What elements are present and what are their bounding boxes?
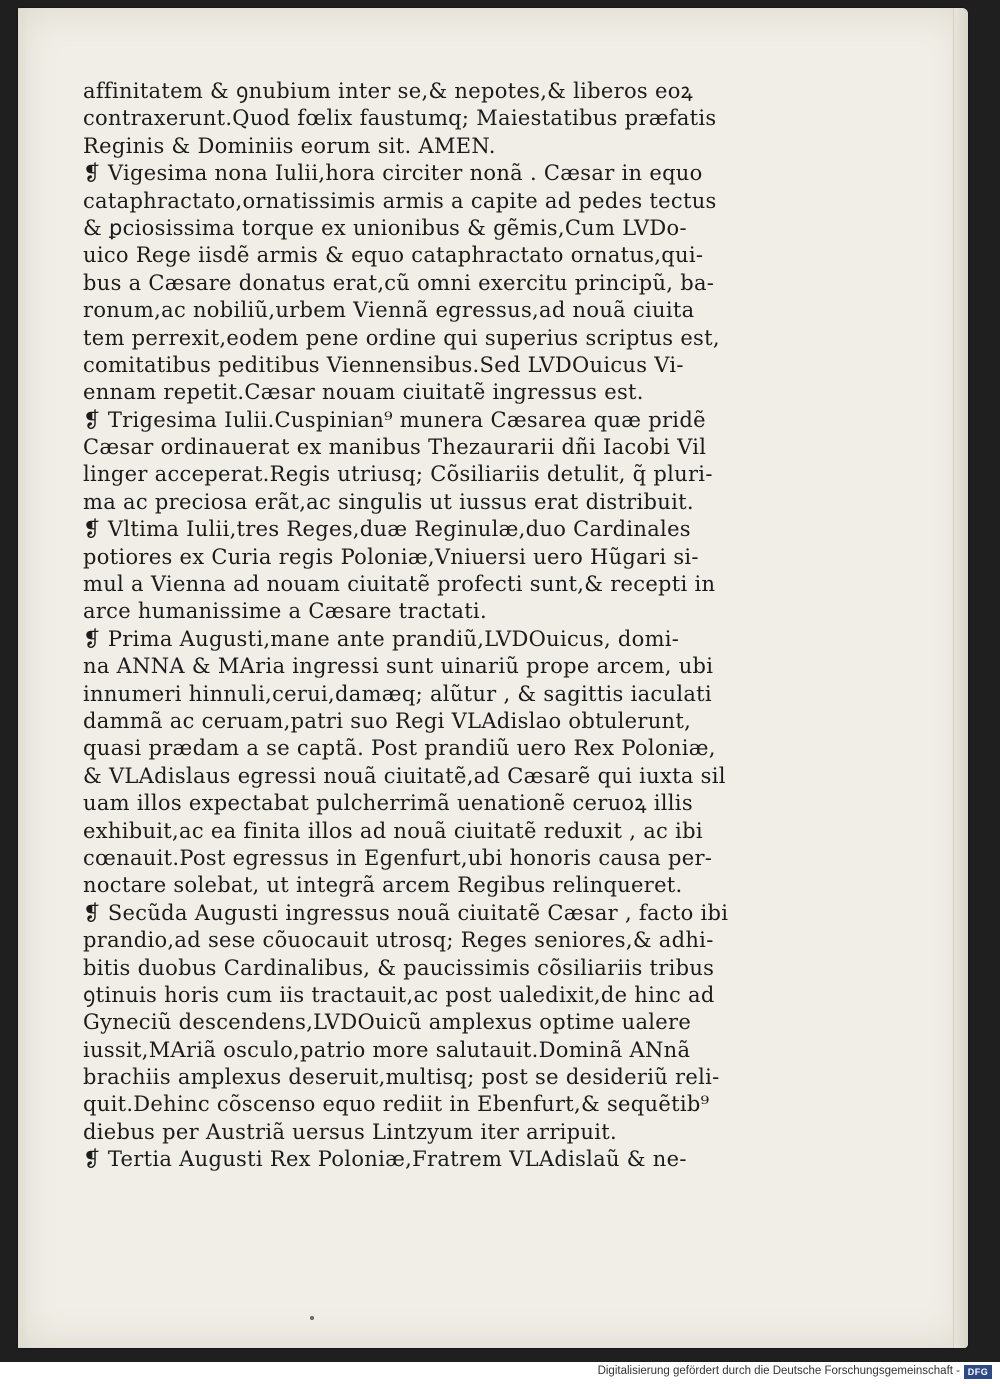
text-line-12: ennam repetit.Cæsar nouam ciuitatẽ ingressus est.	[83, 380, 644, 405]
text-line-31: ❡ Secũda Augusti ingressus nouã ciuitatẽ Cæsar , facto ibi	[83, 900, 729, 925]
text-line-40: ❡ Tertia Augusti Rex Poloniæ,Fratrem VLAdislaũ & ne-	[83, 1147, 687, 1172]
text-line-36: iussit,MAriã osculo,patrio more salutauit.Dominã ANnã	[83, 1037, 691, 1062]
text-line-9: ronum,ac nobiliũ,urbem Viennã egressus,ad nouã ciuita	[83, 298, 695, 323]
text-line-3: Reginis & Dominiis eorum sit. AMEN.	[83, 133, 496, 158]
text-line-20: arce humanissime a Cæsare tractati.	[83, 599, 487, 624]
text-line-16: ma ac preciosa erãt,ac singulis ut iussus erat distribuit.	[83, 489, 694, 514]
text-line-1: affinitatem & ꝯnubium inter se,& nepotes,& liberos eoꝝ	[83, 79, 694, 103]
text-line-18: potiores ex Curia regis Poloniæ,Vniuersi uero Hũgari si-	[83, 544, 699, 569]
text-line-34: ꝯtinuis horis cum iis tractauit,ac post ualedixit,de hinc ad	[83, 982, 715, 1007]
text-line-30: noctare solebat, ut integrã arcem Regibus relinqueret.	[83, 873, 683, 898]
text-line-32: prandio,ad sese cõuocauit utrosq; Reges seniores,& adhi-	[83, 928, 714, 953]
page-text-block	[83, 78, 753, 1174]
text-line-7: uico Rege iisdẽ armis & equo cataphractato ornatus,qui-	[83, 243, 704, 268]
text-line-27: uam illos expectabat pulcherrimã uenationẽ ceruoꝝ illis	[83, 791, 693, 816]
text-line-35: Gyneciũ descendens,LVDOuicũ amplexus optime ualere	[83, 1010, 692, 1035]
text-line-23: innumeri hinnuli,cerui,damæq; alũtur , & sagittis iaculati	[83, 681, 712, 706]
text-line-28: exhibuit,ac ea finita illos ad nouã ciuitatẽ reduxit , ac ibi	[83, 818, 703, 843]
text-line-6: & ꝑciosissima torque ex unionibus & gẽmis,Cum LVDo-	[83, 215, 687, 240]
text-line-33: bitis duobus Cardinalibus, & paucissimis cõsiliariis tribus	[83, 955, 715, 980]
text-line-25: quasi prædam a se captã. Post prandiũ uero Rex Poloniæ,	[83, 736, 716, 761]
text-line-26: & VLAdislaus egressi nouã ciuitatẽ,ad Cæsarẽ qui iuxta sil	[83, 763, 726, 788]
text-line-8: bus a Cæsare donatus erat,cũ omni exercitu principũ, ba-	[83, 270, 715, 295]
page-gutter-shadow	[18, 8, 28, 1348]
text-line-10: tem perrexit,eodem pene ordine qui superius scriptus est,	[83, 325, 720, 350]
ink-speck	[310, 1316, 314, 1320]
book-page	[18, 8, 968, 1348]
page-fore-edge	[953, 8, 968, 1348]
text-line-22: na ANNA & MAria ingressi sunt uinariũ prope arcem, ubi	[83, 654, 714, 679]
text-line-4: ❡ Vigesima nona Iulii,hora circiter nonã . Cæsar in equo	[83, 161, 703, 186]
text-line-39: diebus per Austriã uersus Lintzyum iter arripuit.	[83, 1119, 617, 1144]
digitization-footer	[0, 1362, 1000, 1384]
funding-credit: Digitalisierung gefördert durch die Deutsche Forschungsgemeinschaft -	[597, 1365, 960, 1377]
text-line-15: linger acceperat.Regis utriusq; Cõsiliariis detulit, q̃ pluri-	[83, 462, 713, 487]
text-line-2: contraxerunt.Quod fœlix faustumq; Maiestatibus præfatis	[83, 106, 717, 131]
text-line-14: Cæsar ordinauerat ex manibus Thezaurarii dñi Iacobi Vil	[83, 435, 707, 460]
dfg-logo: DFG	[964, 1365, 992, 1379]
text-line-19: mul a Vienna ad nouam ciuitatẽ profecti sunt,& recepti in	[83, 572, 716, 597]
text-line-24: dammã ac ceruam,patri suo Regi VLAdislao obtulerunt,	[83, 708, 692, 733]
text-line-11: comitatibus peditibus Viennensibus.Sed LVDOuicus Vi-	[83, 352, 684, 377]
text-line-17: ❡ Vltima Iulii,tres Reges,duæ Reginulæ,duo Cardinales	[83, 517, 691, 542]
text-line-29: cœnauit.Post egressus in Egenfurt,ubi honoris causa per-	[83, 845, 713, 870]
text-line-38: quit.Dehinc cõscenso equo rediit in Ebenfurt,& sequẽtib⁹	[83, 1092, 710, 1117]
text-line-5: cataphractato,ornatissimis armis a capite ad pedes tectus	[83, 188, 717, 213]
text-line-37: brachiis amplexus deseruit,multisq; post se desideriũ reli-	[83, 1065, 720, 1090]
text-line-13: ❡ Trigesima Iulii.Cuspinian⁹ munera Cæsarea quæ pridẽ	[83, 407, 706, 432]
text-line-21: ❡ Prima Augusti,mane ante prandiũ,LVDOuicus, domi-	[83, 626, 680, 651]
